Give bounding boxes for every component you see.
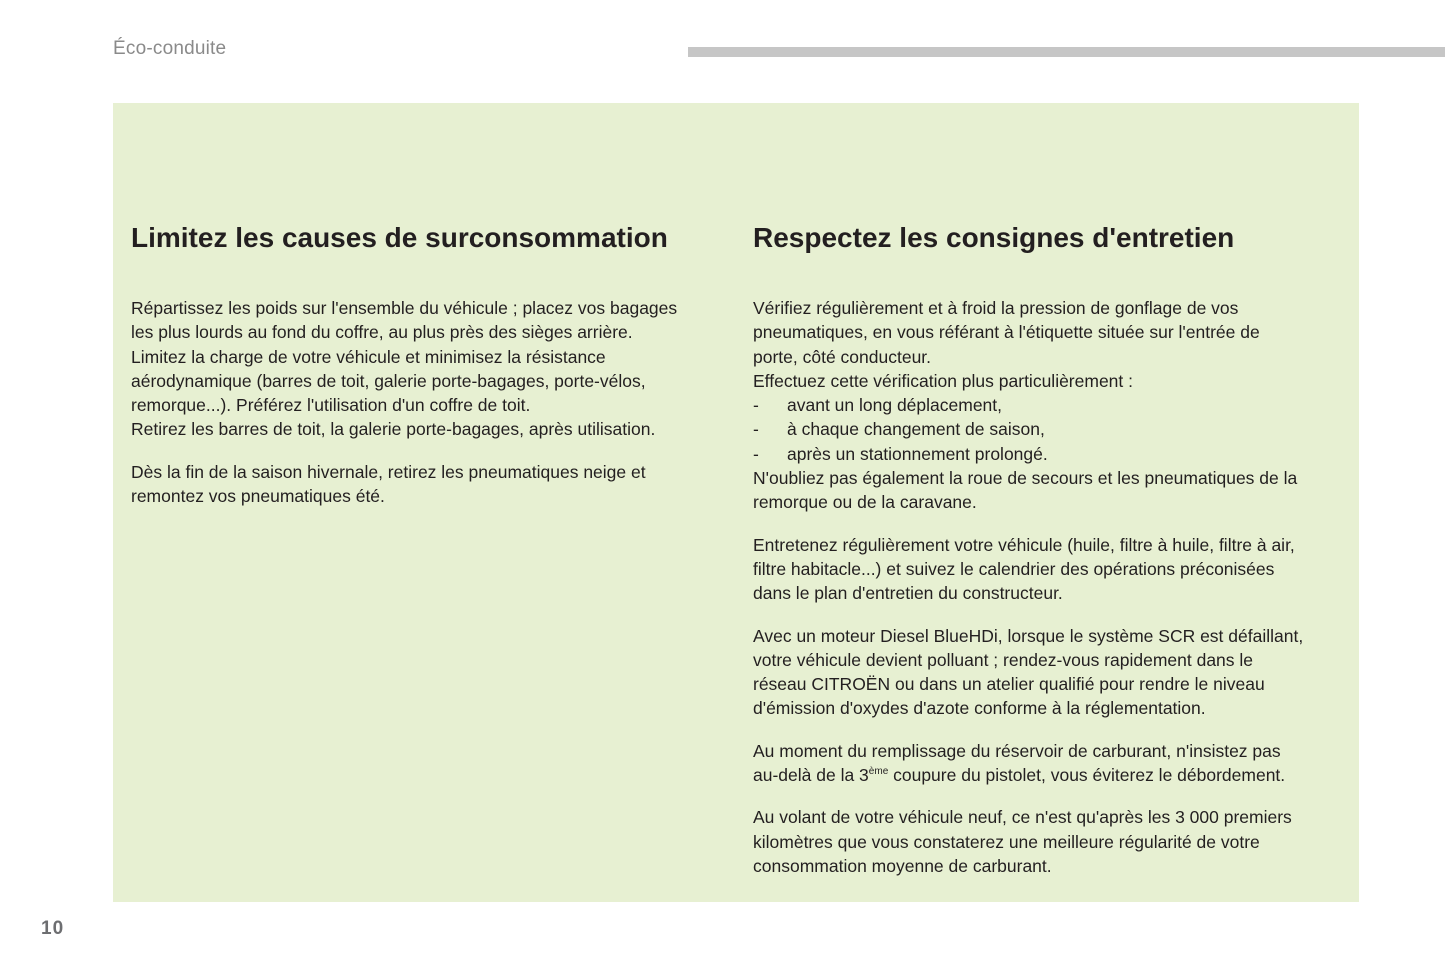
fuel-text-before: Au moment du remplissage du réservoir de carburant, n'insistez pas au-delà de la 3 <box>753 740 1281 786</box>
check-list <box>753 393 1353 466</box>
fuel-superscript: ème <box>868 766 889 778</box>
bullet-dash: - <box>753 395 759 416</box>
right-paragraph-maintenance: Entretenez régulièrement votre véhicule (huile, filtre à huile, filtre à air, filtre habitacle...) et suivez le calendrier des opérations préconisées dans le plan d'entretien du constructeur. <box>753 534 1295 604</box>
header-divider-bar <box>688 47 1445 57</box>
right-column <box>753 220 1353 896</box>
right-paragraph-diesel: Avec un moteur Diesel BlueHDi, lorsque le système SCR est défaillant, votre véhicule devient polluant ; rendez-vous rapidement dans le réseau CITROËN ou dans un atelier qualifié pour rendre le niveau d'émission d'oxydes d'azote conforme à la réglementation. <box>753 625 1304 719</box>
check-list-item-text: à chaque changement de saison, <box>787 419 1045 440</box>
right-paragraph-fuel <box>753 739 1353 788</box>
right-paragraph-new-vehicle: Au volant de votre véhicule neuf, ce n'est qu'après les 3 000 premiers kilomètres que vous constaterez une meilleure régularité de votre consommation moyenne de carburant. <box>753 807 1292 876</box>
right-paragraph-pressure: Vérifiez régulièrement et à froid la pression de gonflage de vos pneumatiques, en vous référant à l'étiquette située sur l'entrée de porte, côté conducteur. Effectuez cette vérification plus particulièrement : <box>753 298 1260 391</box>
right-paragraph-spare-wheel: N'oubliez pas également la roue de secours et les pneumatiques de la remorque ou de la caravane. <box>753 468 1298 513</box>
check-list-item <box>753 417 1353 441</box>
left-paragraph-load: Répartissez les poids sur l'ensemble du véhicule ; placez vos bagages les plus lourds au fond du coffre, au plus près des sièges arrière. Limitez la charge de votre véhicule et minimisez la résistance aérodynamique (barres de toit, galerie porte-bagages, porte-vélos, remorque...). Préférez l'utilisation d'un coffre de toit. Retirez les barres de toit, la galerie porte-bagages, après utilisation. <box>131 298 678 440</box>
left-paragraph-tyres: Dès la fin de la saison hivernale, retirez les pneumatiques neige et remontez vos pneumatiques été. <box>131 461 646 507</box>
check-list-item-text: après un stationnement prolongé. <box>787 443 1048 464</box>
left-heading: Limitez les causes de surconsommation <box>131 222 668 253</box>
check-list-item <box>753 442 1353 466</box>
check-list-item <box>753 393 1353 417</box>
left-column <box>131 220 731 526</box>
section-title: Éco-conduite <box>113 38 227 59</box>
fuel-text-after: coupure du pistolet, vous éviterez le débordement. <box>888 765 1286 786</box>
right-heading: Respectez les consignes d'entretien <box>753 222 1235 253</box>
check-list-item-text: avant un long déplacement, <box>787 395 1003 416</box>
bullet-dash: - <box>753 443 759 464</box>
page-number: 10 <box>41 918 65 939</box>
bullet-dash: - <box>753 419 759 440</box>
